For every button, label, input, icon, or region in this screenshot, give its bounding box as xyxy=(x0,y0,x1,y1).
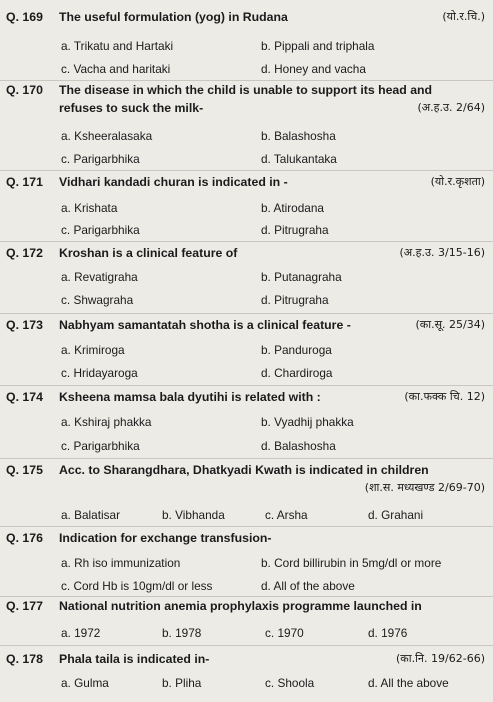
option-d: d. Chardiroga xyxy=(261,366,333,380)
option-d: d. 1976 xyxy=(368,626,408,640)
option-c: c. 1970 xyxy=(265,626,304,640)
question-text: The useful formulation (yog) in Rudana xyxy=(59,10,288,24)
option-a: a. Rh iso immunization xyxy=(61,556,181,570)
option-d: d. Pitrugraha xyxy=(261,223,329,237)
reference: (अ.ह.उ. 2/64) xyxy=(417,101,485,114)
divider xyxy=(0,241,493,242)
option-b: b. Vibhanda xyxy=(162,508,225,522)
option-a: a. Krishata xyxy=(61,201,118,215)
question-number: Q. 172 xyxy=(6,246,43,260)
option-d: d. Honey and vacha xyxy=(261,62,366,76)
option-d: d. Grahani xyxy=(368,508,424,522)
reference: (यो.र.चि.) xyxy=(442,10,485,23)
option-a: a. Trikatu and Hartaki xyxy=(61,39,174,53)
option-c: c. Cord Hb is 10gm/dl or less xyxy=(61,579,213,593)
option-b: b. Balashosha xyxy=(261,129,336,143)
question-text: Phala taila is indicated in- xyxy=(59,652,210,666)
question-text: Ksheena mamsa bala dyutihi is related with : xyxy=(59,390,321,404)
divider xyxy=(0,458,493,459)
question-text: Nabhyam samantatah shotha is a clinical feature - xyxy=(59,318,351,332)
option-a: a. Kshiraj phakka xyxy=(61,415,152,429)
option-c: c. Shoola xyxy=(265,676,315,690)
option-d: d. All of the above xyxy=(261,579,355,593)
option-c: c. Shwagraha xyxy=(61,293,134,307)
option-d: d. All the above xyxy=(368,676,449,690)
question-number: Q. 174 xyxy=(6,390,43,404)
option-b: b. Putanagraha xyxy=(261,270,342,284)
divider xyxy=(0,385,493,386)
question-number: Q. 171 xyxy=(6,175,43,189)
option-d: d. Balashosha xyxy=(261,439,336,453)
option-d: d. Pitrugraha xyxy=(261,293,329,307)
question-text: Kroshan is a clinical feature of xyxy=(59,246,238,260)
question-number: Q. 176 xyxy=(6,531,43,545)
divider xyxy=(0,170,493,171)
question-text-line-2: refuses to suck the milk- xyxy=(59,101,204,115)
option-b: b. Vyadhij phakka xyxy=(261,415,354,429)
option-b: b. 1978 xyxy=(162,626,202,640)
option-b: b. Pippali and triphala xyxy=(261,39,375,53)
question-text: The disease in which the child is unable to support its head and xyxy=(59,83,433,97)
option-c: c. Parigarbhika xyxy=(61,152,140,166)
question-stem xyxy=(6,530,487,546)
question-number: Q. 178 xyxy=(6,652,43,666)
question-number: Q. 177 xyxy=(6,599,43,613)
option-c: c. Hridayaroga xyxy=(61,366,138,380)
option-b: b. Panduroga xyxy=(261,343,332,357)
option-c: c. Vacha and haritaki xyxy=(61,62,171,76)
reference: (अ.ह.उ. 3/15-16) xyxy=(399,246,485,259)
divider xyxy=(0,645,493,646)
option-a: a. Gulma xyxy=(61,676,109,690)
divider xyxy=(0,313,493,314)
question-stem xyxy=(6,462,487,478)
question-number: Q. 173 xyxy=(6,318,43,332)
divider xyxy=(0,80,493,81)
option-b: b. Cord billirubin in 5mg/dl or more xyxy=(261,556,442,570)
question-stem xyxy=(6,9,487,25)
question-text: Vidhari kandadi churan is indicated in - xyxy=(59,175,288,189)
question-stem xyxy=(6,174,487,190)
option-b: b. Pliha xyxy=(162,676,202,690)
option-a: a. Ksheeralasaka xyxy=(61,129,153,143)
question-text: Indication for exchange transfusion- xyxy=(59,531,272,545)
question-stem xyxy=(6,598,487,614)
reference: (का.सू. 25/34) xyxy=(415,318,485,331)
question-stem xyxy=(6,82,487,98)
question-number: Q. 175 xyxy=(6,463,43,477)
option-d: d. Talukantaka xyxy=(261,152,337,166)
reference: (शा.स. मध्यखण्ड 2/69-70) xyxy=(364,481,485,494)
option-c: c. Arsha xyxy=(265,508,308,522)
reference: (का.नि. 19/62-66) xyxy=(396,652,485,665)
option-c: c. Parigarbhika xyxy=(61,223,140,237)
divider xyxy=(0,596,493,597)
question-number: Q. 170 xyxy=(6,83,43,97)
question-text: National nutrition anemia prophylaxis programme launched in xyxy=(59,599,422,613)
divider xyxy=(0,526,493,527)
option-a: a. Krimiroga xyxy=(61,343,125,357)
question-text: Acc. to Sharangdhara, Dhatkyadi Kwath is indicated in children xyxy=(59,463,429,477)
option-a: a. 1972 xyxy=(61,626,101,640)
option-c: c. Parigarbhika xyxy=(61,439,140,453)
reference: (यो.र.कृशता) xyxy=(430,175,485,188)
option-a: a. Balatisar xyxy=(61,508,121,522)
reference: (का.फक्क चि. 12) xyxy=(404,390,485,403)
option-b: b. Atirodana xyxy=(261,201,324,215)
option-a: a. Revatigraha xyxy=(61,270,138,284)
question-number: Q. 169 xyxy=(6,10,43,24)
